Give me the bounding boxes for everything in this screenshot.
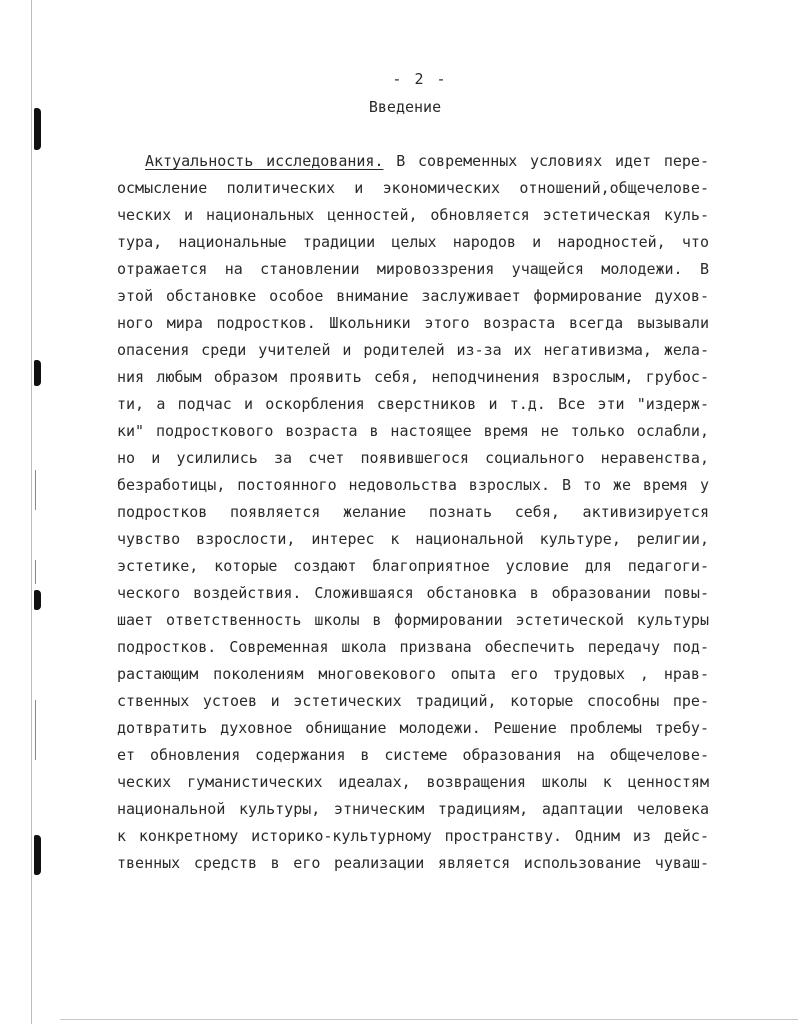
scan-artifact-mark (35, 560, 36, 584)
text-line: национальной культуры, этническим традициям, адаптации человека (117, 800, 709, 818)
text-line: ки" подросткового возраста в настоящее время не только ослабли, (117, 422, 709, 440)
scan-artifact-mark (35, 470, 36, 510)
text-line-rest: В современных условиях идет пере- (383, 152, 709, 170)
section-heading: Введение (368, 98, 442, 116)
text-line: эстетике, которые создают благоприятное условие для педагоги- (117, 557, 709, 575)
binding-hole-mark (34, 590, 41, 610)
text-line: ственных устоев и эстетических традиций, которые способны пре- (117, 692, 709, 710)
text-line: ет обновления содержания в системе образования на общечелове- (117, 746, 709, 764)
text-line: шает ответственность школы в формировании эстетической культуры (117, 611, 709, 629)
text-line: этой обстановке особое внимание заслуживает формирование духов- (117, 287, 709, 305)
page-number: - 2 - (392, 70, 448, 88)
text-line: ния любым образом проявить себя, неподчинения взрослым, грубос- (117, 368, 709, 386)
text-line: твенных средств в его реализации является использование чуваш- (117, 854, 709, 872)
text-line: подростков появляется желание познать себя, активизируется (117, 503, 709, 521)
text-line: отражается на становлении мировоззрения учащейся молодежи. В (117, 260, 709, 278)
text-line: безработицы, постоянного недовольства взрослых. В то же время у (117, 476, 709, 494)
text-line (117, 148, 709, 175)
topic-label: Актуальность исследования. (145, 152, 384, 170)
text-line: осмысление политических и экономических отношений,общечелове- (117, 179, 709, 197)
text-line: опасения среди учителей и родителей из-за их негативизма, жела- (117, 341, 709, 359)
text-line: подростков. Современная школа призвана обеспечить передачу под- (117, 638, 709, 656)
scan-artifact-mark (35, 700, 36, 760)
binding-hole-mark (34, 835, 41, 875)
text-line: ного мира подростков. Школьники этого возраста всегда вызывали (117, 314, 709, 332)
text-line: но и усилились за счет появившегося социального неравенства, (117, 449, 709, 467)
text-line: к конкретному историко-культурному пространству. Одним из дейс- (117, 827, 709, 845)
body-paragraph (117, 148, 709, 877)
text-line: ческого воздействия. Сложившаяся обстановка в образовании повы- (117, 584, 709, 602)
binding-hole-mark (34, 108, 41, 150)
text-line: растающим поколениям многовекового опыта его трудовых , нрав- (117, 665, 709, 683)
text-line: ческих гуманистических идеалах, возвращения школы к ценностям (117, 773, 709, 791)
scan-border-bottom (60, 1019, 798, 1020)
text-line: дотвратить духовное обнищание молодежи. Решение проблемы требу- (117, 719, 709, 737)
text-line: ческих и национальных ценностей, обновляется эстетическая куль- (117, 206, 709, 224)
scan-border-left (31, 0, 32, 1024)
text-line: тура, национальные традиции целых народов и народностей, что (117, 233, 709, 251)
text-line: чувство взрослости, интерес к национальной культуре, религии, (117, 530, 709, 548)
text-line: ти, а подчас и оскорбления сверстников и т.д. Все эти "издерж- (117, 395, 709, 413)
binding-hole-mark (34, 360, 41, 386)
